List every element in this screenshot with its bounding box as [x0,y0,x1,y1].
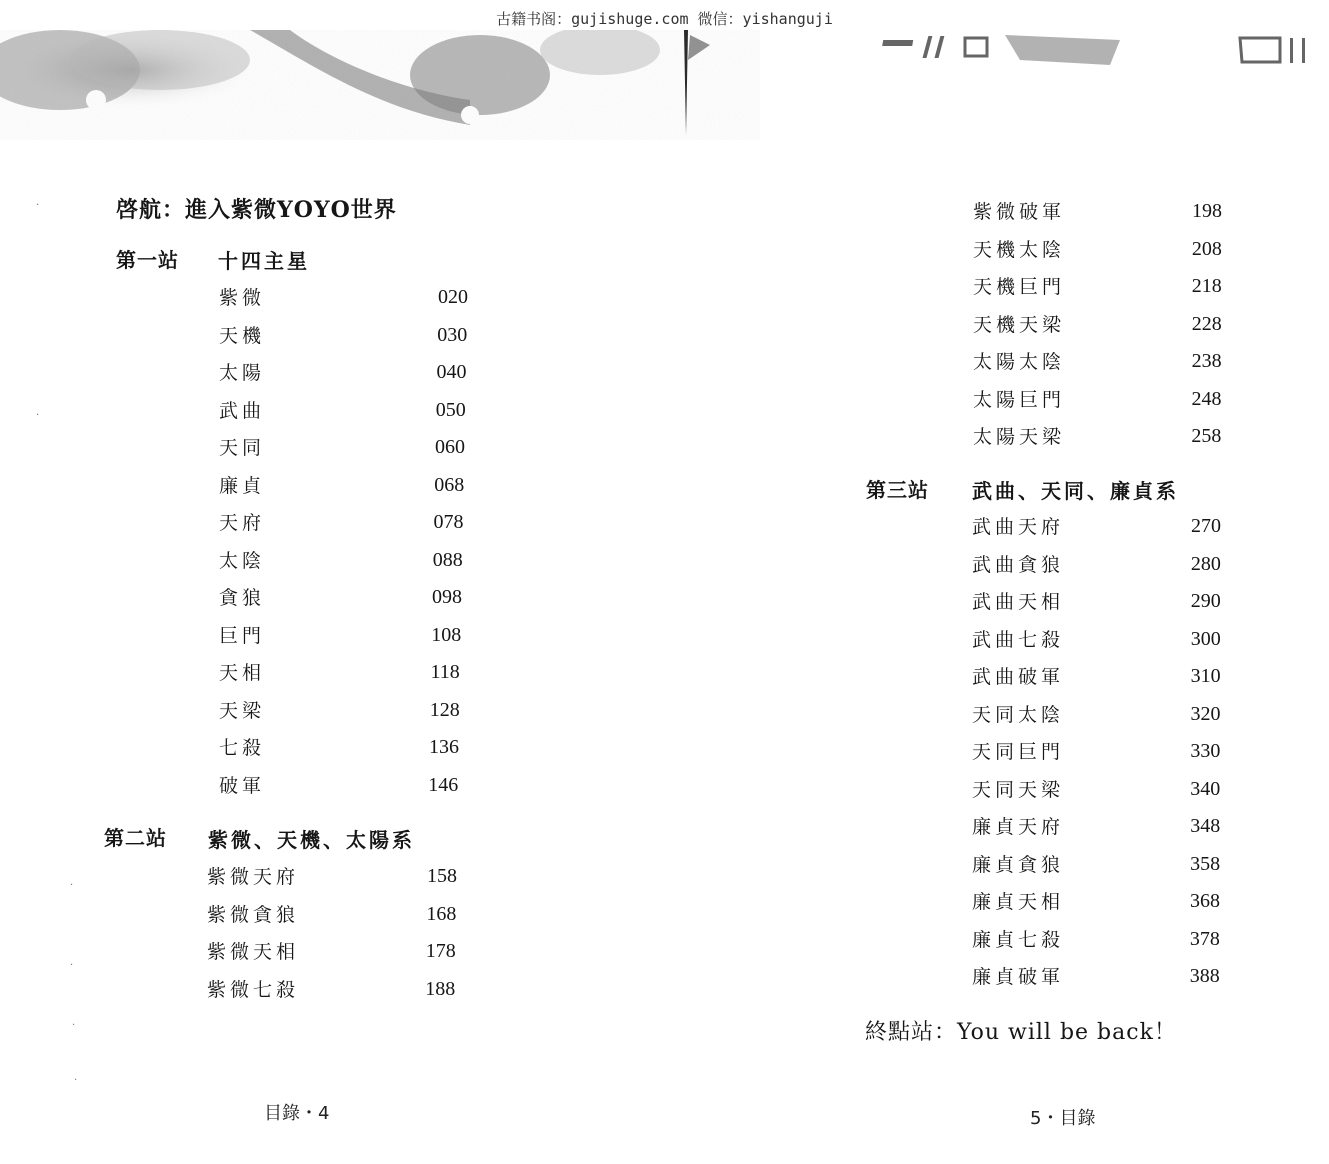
toc-entry [972,550,1232,588]
toc-entry [219,621,489,659]
toc-entry-page-number: 050 [435,398,466,421]
toc-entry-page-number: 348 [1190,815,1221,837]
toc-entry-title: 天同 [219,437,266,459]
toc-entry-title: 紫微七殺 [207,978,300,1001]
toc-entry [972,662,1232,700]
toc-entry-page-number: 158 [427,865,457,887]
toc-entry-page-number: 258 [1191,425,1222,447]
toc-entry [973,197,1233,235]
watermark-text: 古籍书阁：gujishuge.com 微信：yishanguji [496,10,833,28]
toc-entry-title: 天機 [219,324,266,347]
toc-entry [219,583,489,621]
toc-entry-title: 貪狼 [219,587,266,609]
toc-entry-title: 紫微天府 [207,866,300,888]
station1-label: 第一站 [116,248,179,272]
toc-entry [219,733,489,771]
toc-entry-page-number: 060 [435,436,465,458]
toc-entry-title: 武曲貪狼 [972,553,1065,576]
toc-entry-title: 廉貞 [219,474,266,497]
toc-entry [973,422,1233,460]
toc-entry [207,862,477,900]
toc-entry-title: 紫微貪狼 [207,903,300,926]
toc-entry [972,775,1232,813]
toc-entry-page-number: 218 [1191,275,1222,297]
toc-entry-title: 武曲天相 [972,591,1065,613]
toc-entry-title: 天機太陰 [973,238,1066,261]
station1-entry-list [219,283,489,808]
station3-entry-list [972,512,1232,1000]
scan-speck: · [70,880,74,891]
toc-entry-title: 武曲天府 [972,516,1065,538]
toc-entry-title: 太陽 [219,362,266,384]
toc-entry [207,975,477,1013]
toc-entry-title: 天府 [219,512,266,534]
toc-entry-title: 廉貞七殺 [972,928,1065,951]
toc-entry-title: 天機巨門 [973,276,1066,298]
toc-entry-page-number: 280 [1190,552,1221,575]
toc-entry-title: 破軍 [219,774,266,797]
toc-entry [972,962,1232,1000]
toc-entry-title: 武曲 [219,399,266,422]
toc-entry-page-number: 368 [1190,890,1220,912]
toc-entry-title: 天同太陰 [972,703,1065,726]
toc-entry-title: 紫微 [219,287,266,309]
scan-speck: · [36,200,40,211]
toc-entry-title: 巨門 [219,624,266,647]
toc-entry [972,737,1232,775]
toc-entry-page-number: 208 [1191,237,1222,260]
toc-entry-page-number: 320 [1190,702,1221,725]
toc-entry-page-number: 290 [1190,590,1221,612]
station2-title: 紫微、天機、太陽系 [208,828,415,852]
toc-entry-page-number: 300 [1190,627,1221,650]
station2-label: 第二站 [104,826,167,850]
toc-entry [973,235,1233,273]
toc-entry-page-number: 020 [438,286,468,308]
toc-entry [972,925,1232,963]
toc-entry-title: 太陽天梁 [973,426,1066,448]
toc-entry [219,396,489,434]
toc-entry-page-number: 040 [436,361,467,383]
toc-entry [207,900,477,938]
toc-entry-title: 紫微天相 [207,941,300,963]
toc-entry-page-number: 310 [1190,665,1221,687]
toc-entry [219,471,489,509]
station3-title: 武曲、天同、廉貞系 [972,479,1179,503]
toc-entry-page-number: 088 [432,548,463,571]
toc-entry [972,887,1232,925]
toc-entry [972,700,1232,738]
toc-entry-page-number: 068 [434,473,465,496]
toc-entry-title: 天梁 [219,699,266,722]
toc-entry [973,385,1233,423]
toc-entry [973,272,1233,310]
toc-entry-page-number: 330 [1190,740,1221,762]
toc-entry-title: 廉貞貪狼 [972,853,1065,876]
left-page-footer: 目錄・4 [264,1103,330,1124]
toc-entry-page-number: 128 [429,698,460,721]
intro-heading: 啓航：進入紫微YOYO世界 [116,197,397,223]
toc-entry-page-number: 358 [1190,852,1221,875]
toc-entry-title: 天同巨門 [972,741,1065,763]
toc-entry-page-number: 030 [437,323,468,346]
toc-entry-page-number: 078 [433,511,464,533]
toc-entry [973,310,1233,348]
toc-entry [219,358,489,396]
toc-entry [219,433,489,471]
toc-entry-title: 紫微破軍 [973,201,1066,223]
toc-entry [219,696,489,734]
toc-entry [973,347,1233,385]
station3-label: 第三站 [866,478,929,502]
toc-entry-title: 武曲七殺 [972,628,1065,651]
toc-entry-page-number: 238 [1191,350,1222,372]
scan-speck: · [36,410,40,421]
toc-entry [972,625,1232,663]
station2-continued-entry-list [973,197,1233,460]
toc-entry-page-number: 188 [425,977,456,1000]
toc-entry [207,937,477,975]
toc-entry-page-number: 378 [1189,927,1220,950]
toc-entry [219,283,489,321]
toc-entry-title: 太陰 [219,549,266,572]
toc-entry [972,587,1232,625]
toc-entry [219,658,489,696]
toc-entry-page-number: 178 [425,940,456,962]
toc-entry-page-number: 340 [1190,777,1221,800]
toc-entry-title: 太陽太陰 [973,351,1066,373]
toc-entry-title: 武曲破軍 [972,666,1065,688]
toc-entry-title: 天同天梁 [972,778,1065,801]
right-page-footer: 5・目錄 [1030,1108,1096,1129]
toc-entry-page-number: 098 [432,586,462,608]
toc-entry-title: 廉貞天府 [972,816,1065,838]
toc-entry [972,850,1232,888]
toc-entry-title: 太陽巨門 [973,388,1066,411]
scan-speck: · [74,1075,78,1086]
toc-entry-page-number: 388 [1189,965,1220,987]
toc-entry-page-number: 228 [1191,312,1222,335]
toc-entry-title: 天機天梁 [973,313,1066,336]
decorative-banner-right [870,30,1329,90]
final-station-heading: 終點站：You will be back！ [865,1020,1177,1045]
toc-entry-title: 天相 [219,662,266,684]
scan-speck: · [72,1020,76,1031]
toc-entry [219,508,489,546]
toc-entry-page-number: 136 [429,736,459,758]
scan-speck: · [70,960,74,971]
toc-entry-page-number: 118 [430,661,460,683]
toc-entry-title: 廉貞天相 [972,891,1065,913]
station1-title: 十四主星 [218,249,310,273]
toc-entry-page-number: 248 [1191,387,1222,410]
decorative-banner-left [0,30,760,140]
toc-entry [972,812,1232,850]
toc-entry-page-number: 198 [1192,200,1222,222]
toc-entry-title: 廉貞破軍 [972,966,1065,988]
toc-entry [219,771,489,809]
toc-entry [972,512,1232,550]
toc-entry-page-number: 108 [431,623,462,646]
toc-entry-page-number: 146 [428,773,459,796]
toc-entry-page-number: 168 [426,902,457,925]
toc-entry [219,546,489,584]
toc-entry [219,321,489,359]
toc-entry-title: 七殺 [219,737,266,759]
station2-entry-list [207,862,477,1012]
toc-entry-page-number: 270 [1191,515,1221,537]
